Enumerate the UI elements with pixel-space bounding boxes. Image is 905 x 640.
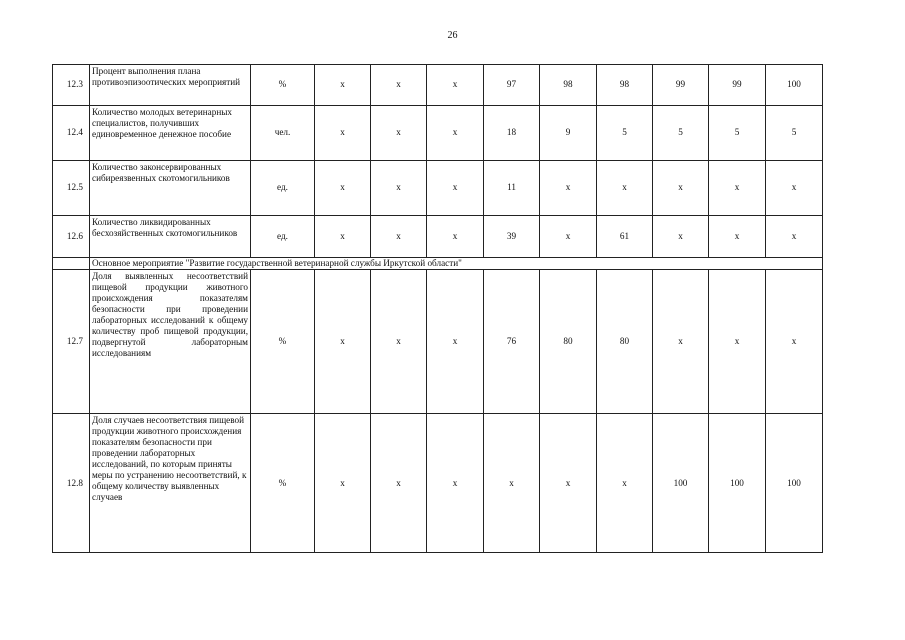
value-cell: х (766, 161, 823, 216)
value-cell: 100 (766, 65, 823, 106)
value-cell: х (709, 270, 766, 414)
value-cell: 18 (484, 106, 540, 161)
row-number: 12.6 (53, 216, 90, 258)
table-row (53, 106, 823, 161)
value-cell: х (427, 161, 484, 216)
value-cell: х (427, 414, 484, 553)
row-number: 12.4 (53, 106, 90, 161)
table-row (53, 414, 823, 553)
indicator-name: Количество ликвидированных бесхозяйственных скотомогильников (90, 216, 251, 258)
value-cell: х (540, 414, 597, 553)
value-cell: х (766, 216, 823, 258)
value-cell: х (540, 161, 597, 216)
value-cell: х (427, 216, 484, 258)
value-cell: х (709, 216, 766, 258)
table-row (53, 270, 823, 414)
value-cell: х (371, 106, 427, 161)
unit-cell: ед. (251, 216, 315, 258)
row-number: 12.8 (53, 414, 90, 553)
indicators-table (52, 64, 823, 553)
value-cell: х (597, 414, 653, 553)
value-cell: х (371, 414, 427, 553)
unit-cell: % (251, 414, 315, 553)
value-cell: х (371, 216, 427, 258)
indicator-name: Процент выполнения плана противоэпизоотических мероприятий (90, 65, 251, 106)
value-cell: х (315, 414, 371, 553)
value-cell: 5 (709, 106, 766, 161)
value-cell: 100 (709, 414, 766, 553)
value-cell: 11 (484, 161, 540, 216)
value-cell: 5 (766, 106, 823, 161)
unit-cell: чел. (251, 106, 315, 161)
value-cell: 39 (484, 216, 540, 258)
value-cell: 100 (766, 414, 823, 553)
table-row (53, 161, 823, 216)
row-number: 12.5 (53, 161, 90, 216)
value-cell: х (653, 161, 709, 216)
value-cell: х (597, 161, 653, 216)
value-cell: х (315, 65, 371, 106)
unit-cell: % (251, 65, 315, 106)
value-cell: х (484, 414, 540, 553)
value-cell: х (653, 270, 709, 414)
value-cell: 76 (484, 270, 540, 414)
indicator-name: Доля выявленных несоответствий пищевой продукции животного происхождения показателям безопасности при проведении лабораторных исследований к общему количеству проб пищевой продукции, подвергнутой лабораторным исследованиям (90, 270, 251, 414)
value-cell: 98 (540, 65, 597, 106)
value-cell: х (371, 161, 427, 216)
indicator-name: Количество молодых ветеринарных специалистов, получивших единовременное денежное пособие (90, 106, 251, 161)
value-cell: х (315, 270, 371, 414)
row-number: 12.3 (53, 65, 90, 106)
value-cell: 99 (653, 65, 709, 106)
value-cell: 98 (597, 65, 653, 106)
value-cell: х (653, 216, 709, 258)
value-cell: х (709, 161, 766, 216)
value-cell: х (371, 270, 427, 414)
section-number-cell (53, 258, 90, 270)
section-row (53, 258, 823, 270)
value-cell: 99 (709, 65, 766, 106)
unit-cell: ед. (251, 161, 315, 216)
value-cell: 9 (540, 106, 597, 161)
unit-cell: % (251, 270, 315, 414)
value-cell: х (540, 216, 597, 258)
page-number: 26 (447, 30, 458, 41)
indicator-name: Доля случаев несоответствия пищевой продукции животного происхождения показателям безопасности при проведении лабораторных исследований, по которым приняты меры по устранению несоответствий, к общему количеству выявленных случаев (90, 414, 251, 553)
value-cell: х (427, 106, 484, 161)
value-cell: х (315, 106, 371, 161)
value-cell: х (427, 270, 484, 414)
table-row (53, 216, 823, 258)
value-cell: х (427, 65, 484, 106)
indicator-name: Количество законсервированных сибиреязвенных скотомогильников (90, 161, 251, 216)
value-cell: х (315, 216, 371, 258)
value-cell: х (371, 65, 427, 106)
value-cell: х (766, 270, 823, 414)
value-cell: 97 (484, 65, 540, 106)
value-cell: 100 (653, 414, 709, 553)
value-cell: 80 (597, 270, 653, 414)
row-number: 12.7 (53, 270, 90, 414)
value-cell: 61 (597, 216, 653, 258)
value-cell: 5 (597, 106, 653, 161)
value-cell: 80 (540, 270, 597, 414)
value-cell: х (315, 161, 371, 216)
table-row (53, 65, 823, 106)
value-cell: 5 (653, 106, 709, 161)
section-title: Основное мероприятие "Развитие государственной ветеринарной службы Иркутской области" (90, 258, 823, 270)
